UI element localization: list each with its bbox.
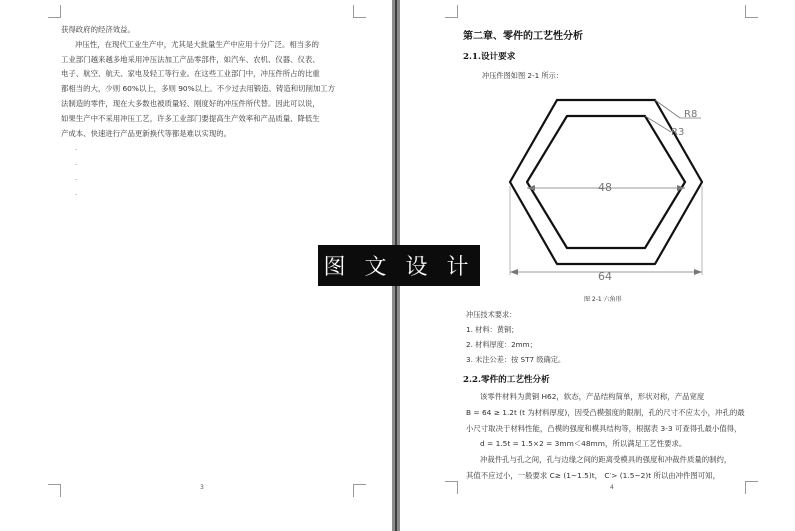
analysis-paragraph: [466, 389, 745, 484]
body-paragraph: [61, 23, 335, 201]
paragraph-mark: .: [75, 143, 78, 153]
tech-requirement-item: 3. 未注公差：按 ST7 级确定。: [466, 355, 566, 364]
text-line: 该零件材料为黄铜 H62，软态，产品结构简单，形状对称，产品宽度: [480, 392, 705, 401]
r8-label: R8: [684, 109, 698, 120]
text-line: 冲裁件孔与孔之间，孔与边缘之间的距离受模具的强度和冲裁件质量的制约，: [480, 455, 732, 465]
crop-mark: [745, 5, 758, 18]
paragraph-mark: .: [75, 158, 78, 168]
text-line: 冲压性，在现代工业生产中，尤其是大批量生产中应用十分广泛。相当多的: [75, 39, 319, 49]
crop-mark: [445, 481, 458, 494]
tech-requirements-title: 冲压技术要求：: [466, 310, 517, 319]
text-line: 都相当的大，少则 60%以上，多则 90%以上。不少过去用锻造、铸造和切削加工方: [61, 84, 336, 94]
r8-leader: [655, 100, 680, 118]
dim-64-label: 64: [598, 270, 612, 283]
text-line: 法制造的零件，现在大多数也被质量轻、刚度好的冲压件所代替。因此可以说，: [61, 98, 320, 108]
r3-label: R3: [671, 127, 685, 138]
section-title: 2.1.设计要求: [463, 52, 516, 62]
watermark-banner: 图 文 设 计: [318, 245, 480, 286]
paragraph-mark: .: [75, 187, 78, 197]
text-line: 获得政府的经济效益。: [61, 25, 135, 34]
page-number: 3: [200, 484, 204, 491]
dim-64-arrow-right: [694, 269, 702, 275]
tech-requirement-item: 1. 材料：黄铜；: [466, 325, 519, 334]
figure-caption: 图 2-1 六角形: [584, 296, 622, 303]
dim-64-arrow-left: [510, 269, 518, 275]
crop-mark: [48, 484, 61, 497]
text-line: 产成本、快速进行产品更新换代等都是难以实现的。: [61, 128, 231, 138]
text-line: 其值不应过小，一般要求 C≥ (1~1.5)t， C′> (1.5~2)t 所以由冲件图可知，: [466, 470, 720, 480]
crop-mark: [745, 481, 758, 494]
chapter-title: 第二章、零件的工艺性分析: [463, 31, 583, 42]
text-line: 如果生产中不采用冲压工艺，许多工业部门要提高生产效率和产品质量、降低生: [61, 113, 320, 123]
text-line: B = 64 ≥ 1.2t (t 为材料厚度)，因受凸模强度的限制，孔的尺寸不应太小，冲孔的最: [466, 407, 745, 417]
text-line: 工业部门越来越多地采用冲压法加工产品零部件，如汽车、农机、仪器、仪表、: [61, 54, 320, 64]
page-number: 4: [610, 484, 614, 491]
text-line: 电子、航空、航天、家电及轻工等行业。在这些工业部门中，冲压件所占的比重: [61, 69, 320, 79]
tech-requirement-item: 2. 材料厚度：2mm；: [466, 340, 537, 349]
hexagon-drawing: [505, 82, 725, 292]
crop-mark: [353, 5, 366, 18]
crop-mark: [48, 5, 61, 18]
section-title: 2.2.零件的工艺性分析: [463, 375, 550, 385]
text-line: 小尺寸取决于材料性能，凸模的强度和模具结构等，根据表 3-3 可查得孔最小值得，: [466, 423, 742, 433]
figure-intro: 冲压件图如图 2-1 所示：: [482, 71, 563, 80]
text-line: d = 1.5t = 1.5×2 = 3mm＜48mm，所以满足工艺性要求。: [480, 439, 687, 449]
crop-mark: [445, 5, 458, 18]
crop-mark: [353, 484, 366, 497]
dim-48-label: 48: [598, 181, 612, 194]
paragraph-mark: .: [75, 172, 78, 182]
